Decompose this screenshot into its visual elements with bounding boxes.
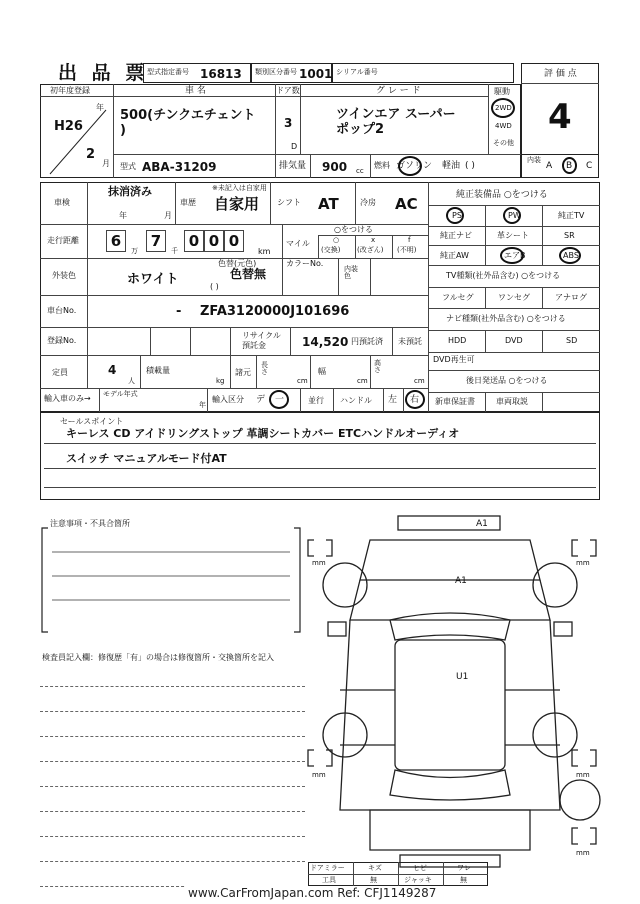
category-label: 類別区分番号: [255, 68, 297, 76]
displacement-value: 900: [322, 160, 348, 174]
ps-mark: [446, 207, 464, 224]
drive-2wd-mark: [491, 98, 515, 118]
serial-label: シリアル番号: [336, 68, 378, 76]
equip-abs: ABS: [563, 251, 579, 260]
ext-color-value: ホワイト: [127, 272, 179, 287]
interior-grade-b: B: [566, 161, 573, 171]
damage-mark-hood: A1: [455, 576, 467, 586]
ac-value: AC: [395, 195, 418, 213]
import-dealer-mark: [269, 390, 289, 409]
grade-name-label: グ レ ー ド: [376, 86, 421, 96]
first-reg-month: 2: [86, 147, 96, 162]
grade-label: 評 価 点: [544, 69, 577, 79]
watermark: www.CarFromJapan.com Ref: CFJ1149287: [188, 886, 437, 900]
grade-value: 4: [548, 97, 572, 137]
mileage-digit: 6: [106, 230, 126, 252]
drive-2wd: 2WD: [495, 104, 512, 112]
sales-points-line1: キーレス CD アイドリングストップ 革調シートカバー ETCハンドルオーディオ: [66, 427, 460, 440]
damage-mark-roof: U1: [456, 672, 469, 682]
grade-name-line2: ポップ2: [336, 122, 385, 137]
chassis-number: ZFA3120000J101696: [200, 304, 350, 319]
diagonal-slash: [40, 96, 113, 178]
interior-b-mark: [562, 157, 577, 174]
car-name-line2: ): [120, 123, 126, 138]
abs-mark: [559, 247, 581, 264]
mileage-digit: 0: [204, 230, 224, 252]
category-value: 1001: [299, 67, 333, 81]
type-code-label: 型式指定番号: [147, 68, 189, 76]
equip-airbag: エアB: [504, 251, 526, 260]
equip-ps: PS: [452, 211, 462, 220]
recycle-fee: 14,520: [302, 335, 349, 349]
first-reg-label: 初年度登録: [50, 86, 90, 95]
car-name-line1: 500(チンクエチェント: [120, 108, 256, 123]
damage-mark-bumper: A1: [476, 519, 488, 529]
shift-value: AT: [318, 195, 339, 213]
sales-points-line2: スイッチ マニュアルモード付AT: [66, 452, 227, 465]
inspection-value: 抹消済み: [108, 185, 152, 198]
mileage-digit: 0: [184, 230, 204, 252]
car-name-label: 車 名: [185, 86, 206, 96]
capacity-value: 4: [108, 363, 117, 377]
pw-mark: [503, 207, 521, 224]
inspector-label: 検査員記入欄：修復歴「有」の場合は修復箇所・交換箇所を記入: [42, 653, 274, 662]
doors-value: 3: [284, 116, 293, 130]
handle-right: 右: [410, 395, 420, 405]
caution-label: 注意事項・不具合箇所: [50, 519, 130, 528]
equip-pw: PW: [508, 211, 521, 220]
history-value: 自家用: [214, 195, 260, 213]
type-code-value: 16813: [200, 67, 242, 81]
first-reg-year: H26: [54, 119, 83, 134]
fuel-gasoline: ガソリン: [396, 161, 433, 171]
model-value: ABA-31209: [142, 160, 217, 174]
car-damage-diagram: [300, 510, 610, 880]
caution-frame: [40, 526, 305, 636]
mileage-digit: 7: [146, 230, 166, 252]
mileage-digit: 0: [224, 230, 244, 252]
import-dealer: 一: [275, 395, 285, 405]
grade-name-line1: ツインエア スーパー: [336, 107, 456, 122]
page-title: 出 品 票: [58, 62, 149, 84]
airbag-mark: [500, 247, 524, 264]
repaint-value: 色替無: [230, 267, 267, 281]
doors-label: ドア数: [276, 86, 300, 95]
fuel-gasoline-mark: [398, 156, 422, 176]
handle-right-mark: [405, 390, 425, 409]
